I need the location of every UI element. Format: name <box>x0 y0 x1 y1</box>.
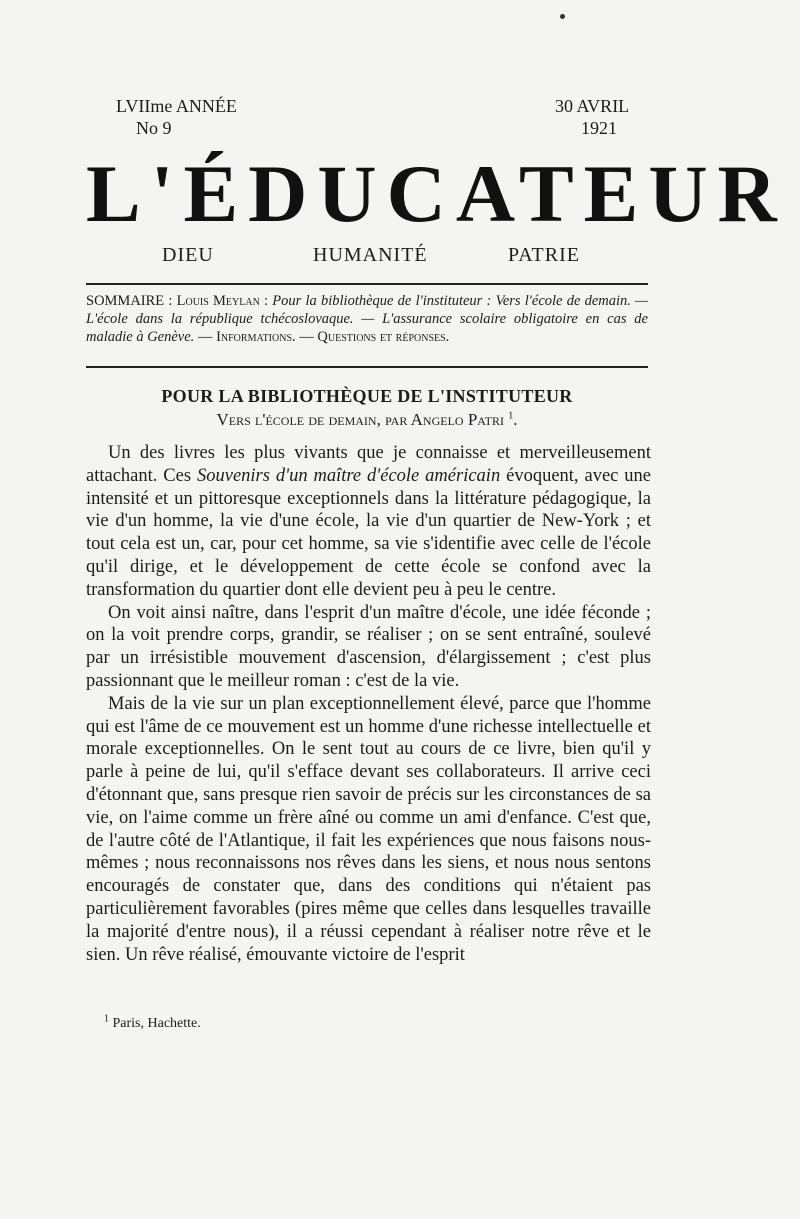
issue-number: No 9 <box>136 118 172 138</box>
sommaire-sep: : <box>259 293 273 309</box>
footnote-mark: 1 <box>104 1013 109 1025</box>
table-of-contents <box>86 292 648 346</box>
article-title: POUR LA BIBLIOTHÈQUE DE L'INSTITUTEUR <box>161 386 573 406</box>
motto-word: PATRIE <box>508 244 580 266</box>
article-subtitle <box>86 410 648 430</box>
volume-label: LVIIme ANNÉE <box>116 96 237 116</box>
motto-word: HUMANITÉ <box>313 244 428 266</box>
sommaire-questions: Questions et réponses. <box>317 329 450 345</box>
article-body <box>86 442 651 966</box>
subtitle-text: Vers l'école de demain, par Angelo Patri <box>216 410 504 429</box>
divider-rule <box>86 283 648 285</box>
sommaire-dash: — <box>194 329 217 345</box>
sommaire-author: Louis Meylan <box>176 293 260 309</box>
footnote <box>104 1013 201 1032</box>
date-label: 30 AVRIL <box>555 96 630 116</box>
sommaire-dash: — <box>295 329 318 345</box>
paragraph <box>86 442 651 602</box>
footnote-text: Paris, Hachette. <box>112 1016 201 1031</box>
paragraph: On voit ainsi naître, dans l'esprit d'un maître d'école, une idée féconde ; on la voit prendre corps, grandir, se réaliser ; on se sent entraîné, soulevé par un irrésistible mouvement d'ascension, d'élargissement ; c'est plus passionnant que le meilleur roman : c'est de la vie. <box>86 602 651 691</box>
issue-info <box>116 95 237 139</box>
sommaire-items: Pour la bibliothèque de l'instituteur : Vers l'école de demain. — L'école dans la république tchécoslovaque. — L'assurance scolaire obligatoire en cas de maladie à Genève. <box>86 293 649 345</box>
subtitle-end: . <box>513 410 518 429</box>
book-title: Souvenirs d'un maître d'école américain <box>196 465 501 486</box>
paragraph-text: évoquent, avec une intensité et un pittoresque exceptionnels dans la littérature pédagogique, la vie d'un homme, la vie d'une école, la vie d'un quartier de New-York ; et tout cela est un, car, pour cet homme, sa vie s'identifie avec celle de l'école qu'il dirige, et le développement de cette école se confond avec la transformation du quartier dont elle devient peu à peu le centre. <box>86 465 651 600</box>
divider-rule <box>86 366 648 368</box>
paragraph: Mais de la vie sur un plan exceptionnellement élevé, parce que l'homme qui est l'âme de ce mouvement est un homme d'une richesse intellectuelle et morale exceptionnelles. On le sent tout au cours de ce livre, bien qu'il y parle à peine de lui, qu'il s'efface devant ses collaborateurs. Il arrive ceci d'étonnant que, sans presque rien savoir de précis sur les circonstances de sa vie, on l'aime comme un frère aîné ou comme un ami d'enfance. C'est que, de l'autre côté de l'Atlantique, il fait les expériences que nous faisons nous-mêmes ; nous reconnaissons nos rêves dans les siens, et nous nous sentons encouragés de constater que, dans des conditions qui n'étaient pas particulièrement favorables (pires même que celles dans lesquelles travaille la majorité d'entre nous), il a réussi cependant à réaliser notre rêve et le sien. Un rêve réalisé, émouvante victoire de l'esprit <box>86 693 651 965</box>
motto-word: DIEU <box>162 244 214 266</box>
footnote-ref: 1 <box>508 410 514 422</box>
sommaire-informations: Informations. <box>216 329 296 345</box>
ink-speck <box>560 14 565 19</box>
issue-date <box>555 95 643 139</box>
paragraph-text: Un des livres les plus vivants que je connaisse et merveilleusement attachant. Ces <box>86 443 651 486</box>
sommaire-label: SOMMAIRE : <box>86 293 173 309</box>
journal-title: L'ÉDUCATEUR <box>86 148 787 239</box>
year-label: 1921 <box>581 118 617 138</box>
